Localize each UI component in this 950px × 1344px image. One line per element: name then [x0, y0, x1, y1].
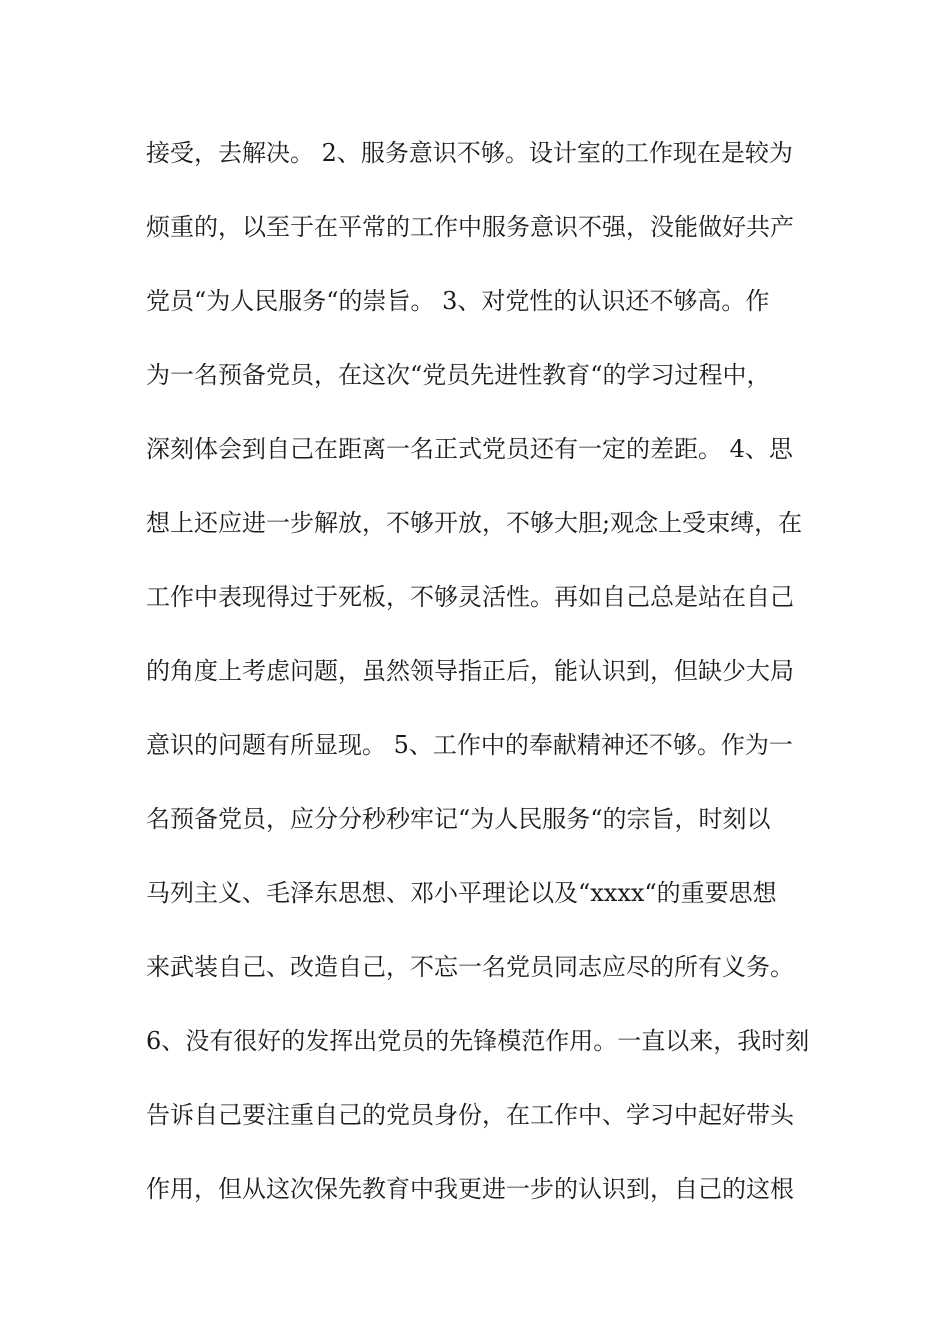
text-line: 6、没有很好的发挥出党员的先锋模范作用。一直以来，我时刻 — [146, 1027, 810, 1055]
text-line: 烦重的，以至于在平常的工作中服务意识不强，没能做好共产 — [146, 213, 794, 241]
text-line: 名预备党员，应分分秒秒牢记“为人民服务“的宗旨，时刻以 — [146, 805, 771, 833]
text-line: 意识的问题有所显现。 5、工作中的奉献精神还不够。作为一 — [146, 731, 793, 759]
text-line: 想上还应进一步解放，不够开放，不够大胆;观念上受束缚，在 — [146, 509, 803, 537]
text-line: 接受，去解决。 2、服务意识不够。设计室的工作现在是较为 — [146, 139, 793, 167]
text-line: 为一名预备党员，在这次“党员先进性教育“的学习过程中， — [146, 361, 771, 389]
text-line: 深刻体会到自己在距离一名正式党员还有一定的差距。 4、思 — [146, 435, 793, 463]
text-line: 党员“为人民服务“的崇旨。 3、对党性的认识还不够高。作 — [146, 287, 770, 315]
text-line: 马列主义、毛泽东思想、邓小平理论以及“xxxx“的重要思想 — [146, 879, 777, 907]
text-line: 的角度上考虑问题，虽然领导指正后，能认识到，但缺少大局 — [146, 657, 794, 685]
text-line: 告诉自己要注重自己的党员身份，在工作中、学习中起好带头 — [146, 1101, 794, 1129]
text-line: 作用，但从这次保先教育中我更进一步的认识到，自己的这根 — [146, 1175, 794, 1203]
text-line: 来武装自己、改造自己，不忘一名党员同志应尽的所有义务。 — [146, 953, 794, 981]
document-body — [146, 131, 810, 1241]
text-line: 工作中表现得过于死板，不够灵活性。再如自己总是站在自己 — [146, 583, 794, 611]
